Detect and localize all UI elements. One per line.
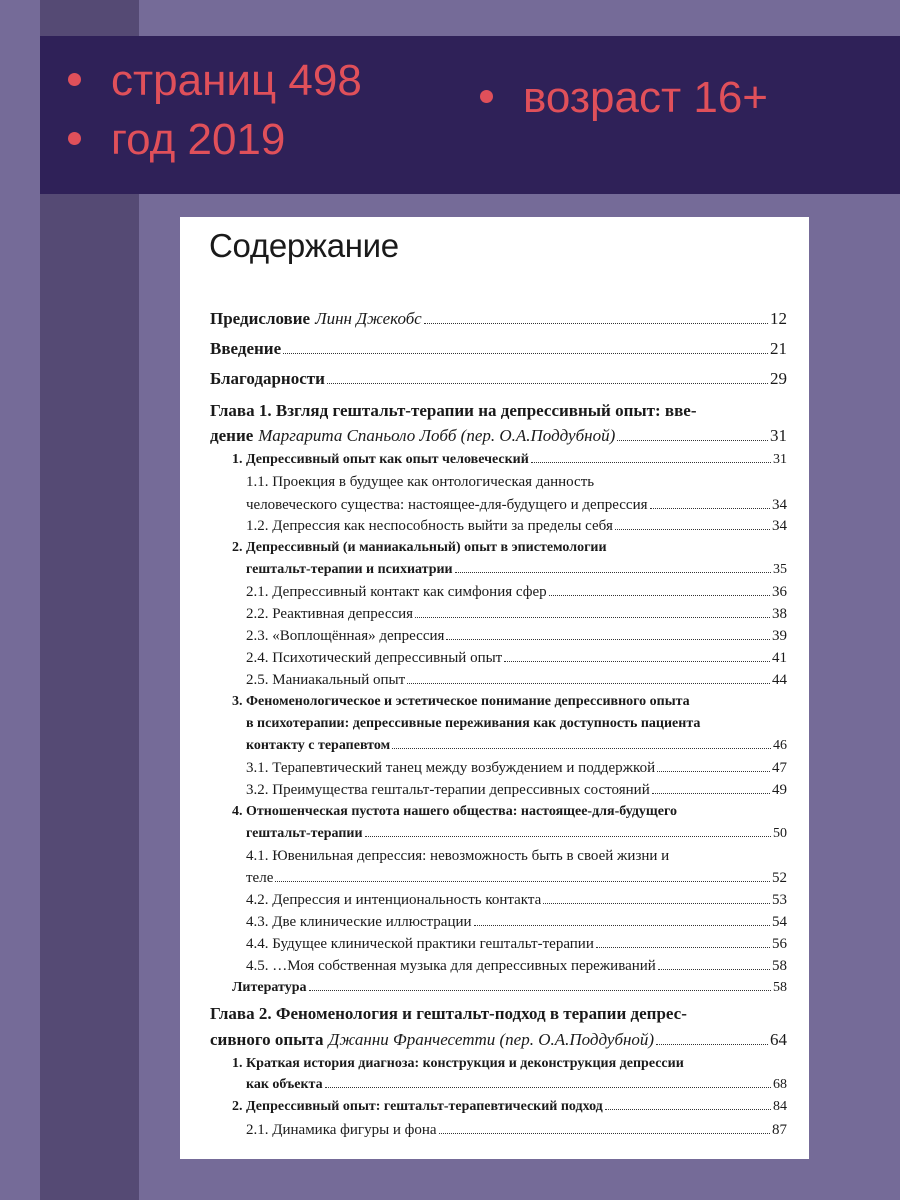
toc-section-2-4: 2.4. Психотический депрессивный опыт 41 [246, 650, 787, 666]
toc-chapter-2: сивного опыта Джанни Франчесетти (пер. О.А.Поддубной) 64 [210, 1030, 787, 1049]
toc-section-2-line1: 2. Депрессивный (и маниакальный) опыт в эпистемологии [232, 540, 607, 555]
toc-ch2-section-1: как объекта 68 [246, 1077, 787, 1092]
toc-section-2: гештальт-терапии и психиатрии 35 [246, 562, 787, 577]
bullet-icon [480, 90, 493, 103]
toc-section-4-1: теле 52 [246, 870, 787, 886]
toc-section-3-2: 3.2. Преимущества гештальт-терапии депрессивных состояний 49 [246, 782, 787, 798]
toc-title: Содержание [209, 227, 399, 264]
toc-section-4-3: 4.3. Две клинические иллюстрации 54 [246, 914, 787, 930]
toc-section-4-1-line1: 4.1. Ювенильная депрессия: невозможность быть в своей жизни и [246, 848, 670, 864]
pages-text: страниц 498 [111, 56, 362, 105]
toc-entry-thanks: Благодарности 29 [210, 369, 787, 388]
toc-section-1: 1. Депрессивный опыт как опыт человеческий 31 [232, 452, 787, 467]
toc-section-3-line2: в психотерапии: депрессивные переживания как доступность пациента [246, 716, 701, 731]
age-item [480, 73, 768, 123]
bullet-icon [68, 132, 81, 145]
toc-entry-intro: Введение 21 [210, 339, 787, 358]
toc-section-4-line1: 4. Отношенческая пустота нашего общества: настоящее-для-будущего [232, 804, 677, 819]
toc-ch2-section-2-1: 2.1. Динамика фигуры и фона 87 [246, 1122, 787, 1138]
toc-literature: Литература 58 [232, 980, 787, 995]
toc-chapter-1: дение Маргарита Спаньоло Лобб (пер. О.А.Поддубной) 31 [210, 426, 787, 445]
toc-entry-preface: Предисловие Линн Джекобс 12 [210, 309, 787, 328]
toc-section-4-5: 4.5. …Моя собственная музыка для депрессивных переживаний 58 [246, 958, 787, 974]
toc-section-4-4: 4.4. Будущее клинической практики гештальт-терапии 56 [246, 936, 787, 952]
toc-ch2-section-1-line1: 1. Краткая история диагноза: конструкция и деконструкция депрессии [232, 1056, 684, 1071]
year-text: год 2019 [111, 115, 286, 164]
toc-section-2-2: 2.2. Реактивная депрессия 38 [246, 606, 787, 622]
toc-section-2-1: 2.1. Депрессивный контакт как симфония сфер 36 [246, 584, 787, 600]
toc-entries [180, 217, 809, 1159]
toc-section-3-line1: 3. Феноменологическое и эстетическое понимание депрессивного опыта [232, 694, 690, 709]
bullet-icon [68, 73, 81, 86]
pages-item [68, 56, 362, 106]
toc-chapter-1-line1: Глава 1. Взгляд гештальт-терапии на депрессивный опыт: вве- [210, 401, 697, 420]
toc-section-3: контакту с терапевтом 46 [246, 738, 787, 753]
toc-section-4-2: 4.2. Депрессия и интенциональность контакта 53 [246, 892, 787, 908]
toc-section-1-1: человеческого существа: настоящее-для-будущего и депрессия 34 [246, 497, 787, 513]
toc-section-4: гештальт-терапии 50 [246, 826, 787, 841]
toc-section-2-3: 2.3. «Воплощённая» депрессия 39 [246, 628, 787, 644]
info-banner [40, 36, 900, 194]
toc-section-3-1: 3.1. Терапевтический танец между возбуждением и поддержкой 47 [246, 760, 787, 776]
age-text: возраст 16+ [523, 73, 768, 122]
toc-section-1-1-line1: 1.1. Проекция в будущее как онтологическая данность [246, 474, 595, 490]
toc-section-2-5: 2.5. Маниакальный опыт 44 [246, 672, 787, 688]
year-item [68, 115, 285, 165]
toc-chapter-2-line1: Глава 2. Феноменология и гештальт-подход в терапии депрес- [210, 1004, 687, 1023]
toc-section-1-2: 1.2. Депрессия как неспособность выйти за пределы себя 34 [246, 518, 787, 534]
toc-ch2-section-2: 2. Депрессивный опыт: гештальт-терапевтический подход 84 [232, 1099, 787, 1114]
toc-page [180, 217, 809, 1159]
